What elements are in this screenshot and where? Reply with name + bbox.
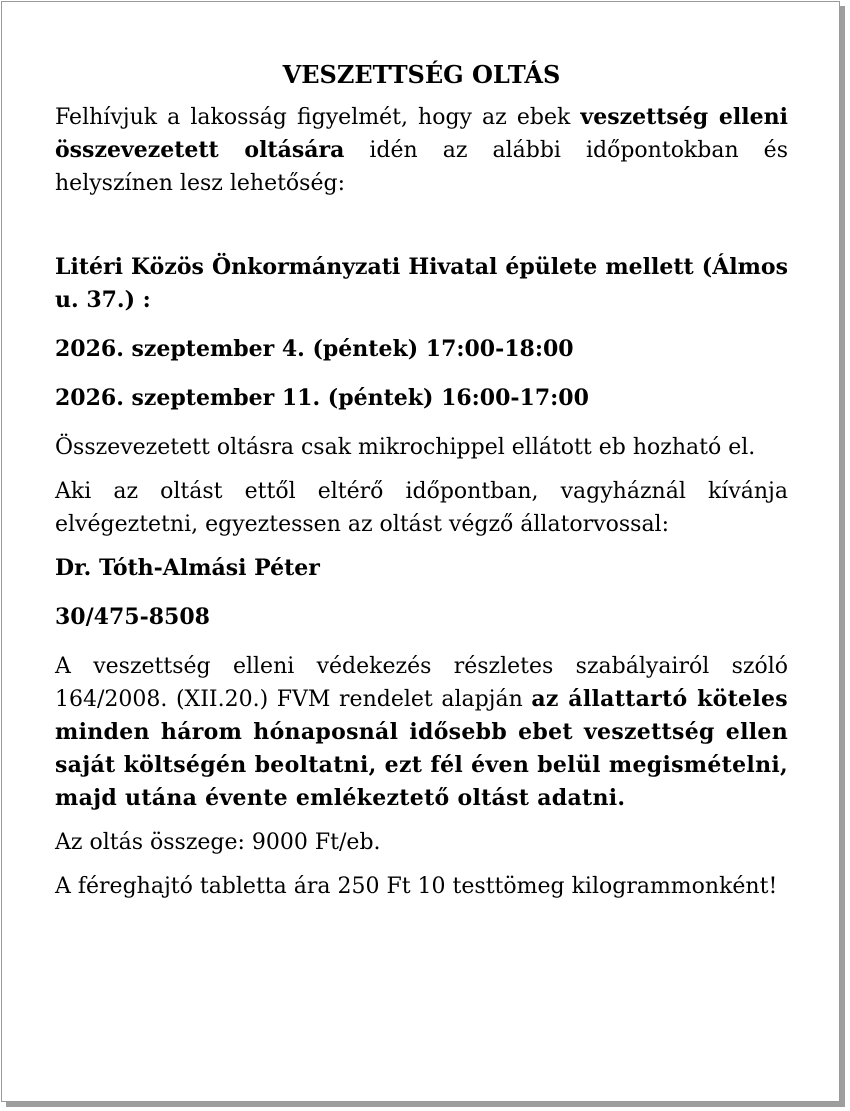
spacer: [55, 211, 788, 251]
intro-bold-text: veszettség elleni összevezetett oltására: [55, 104, 788, 163]
vet-name: Dr. Tóth-Almási Péter: [55, 555, 320, 581]
chip-note: Összevezetett oltásra csak mikrochippel ellátott eb hozható el.: [55, 435, 756, 460]
notice-title: VESZETTSÉG OLTÁS: [282, 60, 561, 89]
date-1: 2026. szeptember 4. (péntek) 17:00-18:00: [55, 336, 574, 362]
intro-text-end: idén az alábbi időpontokban és helyszínen lesz lehetőség:: [55, 138, 788, 196]
regulation-paragraph: [55, 650, 788, 815]
notice-content: [55, 58, 788, 914]
price-text: Az oltás összege: 9000 Ft/eb.: [55, 830, 381, 855]
date-2: 2026. szeptember 11. (péntek) 16:00-17:00: [55, 385, 589, 411]
vet-phone: 30/475-8508: [55, 604, 210, 630]
regulation-text: A veszettség elleni védekezés részletes szabályairól szóló 164/2008. (XII.20.) FVM rendelet alapján: [55, 654, 788, 712]
regulation-bold-text: az állattartó köteles minden három hónaposnál idősebb ebet veszettség ellen saját költségén beoltatni, ezt fél éven belül megismételni, majd utána évente emlékeztető oltást adatni.: [55, 686, 788, 811]
tablet-text: A féreghajtó tabletta ára 250 Ft 10 testtömeg kilogrammonként!: [55, 874, 778, 899]
intro-paragraph: [55, 101, 788, 200]
other-time-paragraph: Aki az oltást ettől eltérő időpontban, vagyháznál kívánja elvégeztetni, egyeztessen az oltást végző állatorvossal:: [55, 479, 788, 537]
location-text: Litéri Közös Önkormányzati Hivatal épülete mellett (Álmos u. 37.) :: [55, 254, 788, 313]
intro-text: Felhívjuk a lakosság figyelmét, hogy az ebek: [55, 105, 581, 130]
